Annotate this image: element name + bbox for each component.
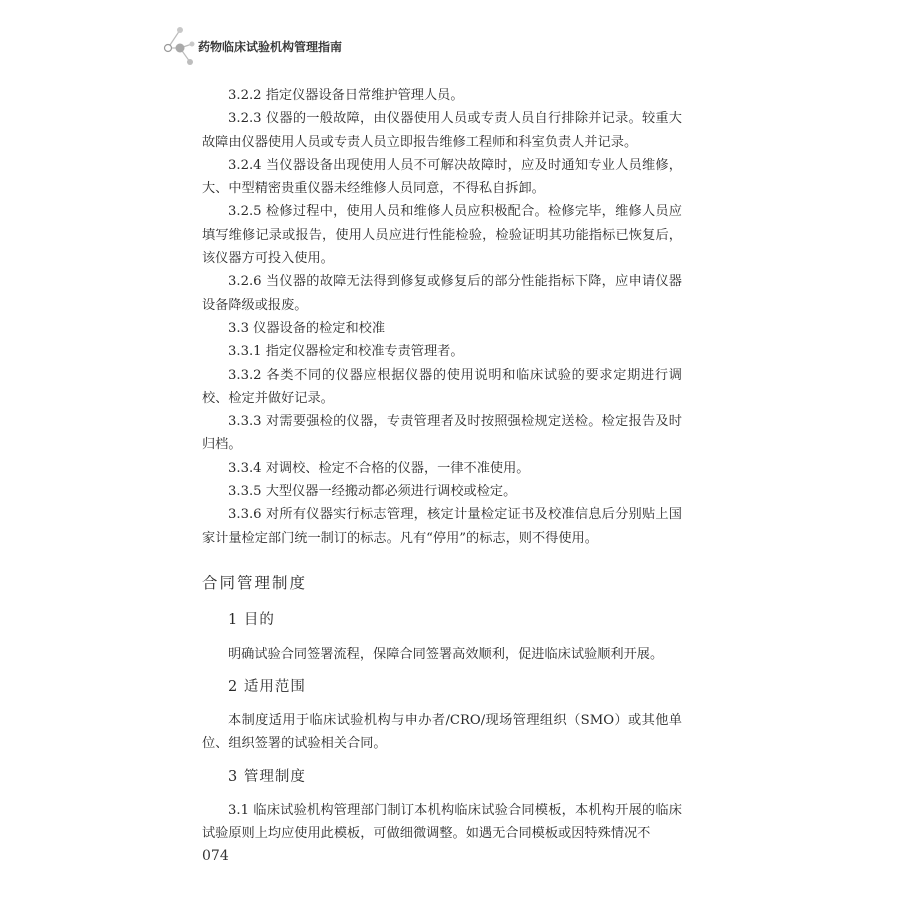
page-body bbox=[202, 84, 682, 846]
heading-scope: 2 适用范围 bbox=[228, 678, 306, 695]
heading-purpose: 1 目的 bbox=[228, 612, 275, 629]
paragraph-3-2-6: 3.2.6 当仪器的故障无法得到修复或修复后的部分性能指标下降，应申请仪器设备降级或报废。 bbox=[202, 274, 682, 313]
paragraph-3-3-6: 3.3.6 对所有仪器实行标志管理，核定计量检定证书及校准信息后分别贴上国家计量检定部门统一制订的标志。凡有“停用”的标志，则不得使用。 bbox=[202, 507, 682, 546]
paragraph-3-2-2: 3.2.2 指定仪器设备日常维护管理人员。 bbox=[228, 88, 464, 103]
paragraph-3-2-4: 3.2.4 当仪器设备出现使用人员不可解决故障时，应及时通知专业人员维修，大、中型精密贵重仪器未经维修人员同意，不得私自拆卸。 bbox=[202, 157, 682, 197]
paragraph-purpose: 明确试验合同签署流程，保障合同签署高效顺利，促进临床试验顺利开展。 bbox=[228, 646, 664, 662]
heading-management-rules: 3 管理制度 bbox=[228, 768, 306, 785]
paragraph-3-3-1: 3.3.1 指定仪器检定和校准专责管理者。 bbox=[228, 344, 464, 360]
subsection-heading-3-3: 3.3 仪器设备的检定和校准 bbox=[228, 320, 386, 336]
paragraph-3-2-5: 3.2.5 检修过程中，使用人员和维修人员应积极配合。检修完毕，维修人员应填写维修记录或报告，使用人员应进行性能检验，检验证明其功能指标已恢复后，该仪器方可投入使用。 bbox=[202, 204, 682, 267]
paragraph-3-3-3: 3.3.3 对需要强检的仪器，专责管理者及时按照强检规定送检。检定报告及时归档。 bbox=[202, 414, 682, 453]
paragraph-rule-3-1: 3.1 临床试验机构管理部门制订本机构临床试验合同模板，本机构开展的临床试验原则上均应使用此模板，可做细微调整。如遇无合同模板或因特殊情况不 bbox=[202, 803, 682, 842]
section-title: 合同管理制度 bbox=[202, 573, 308, 592]
page-number: 074 bbox=[202, 848, 229, 864]
header-title: 药物临床试验机构管理指南 bbox=[198, 40, 343, 54]
molecule-icon bbox=[160, 22, 200, 72]
paragraph-3-2-3: 3.2.3 仪器的一般故障，由仪器使用人员或专责人员自行排除并记录。较重大故障由仪器使用人员或专责人员立即报告维修工程师和科室负责人并记录。 bbox=[202, 111, 682, 150]
paragraph-scope: 本制度适用于临床试验机构与申办者/CRO/现场管理组织（SMO）或其他单位、组织签署的试验相关合同。 bbox=[202, 713, 682, 752]
running-header bbox=[160, 22, 560, 72]
paragraph-3-3-4: 3.3.4 对调校、检定不合格的仪器，一律不准使用。 bbox=[228, 460, 530, 476]
paragraph-3-3-2: 3.3.2 各类不同的仪器应根据仪器的使用说明和临床试验的要求定期进行调校、检定并做好记录。 bbox=[202, 367, 682, 406]
paragraph-3-3-5: 3.3.5 大型仪器一经搬动都必须进行调校或检定。 bbox=[228, 484, 517, 500]
